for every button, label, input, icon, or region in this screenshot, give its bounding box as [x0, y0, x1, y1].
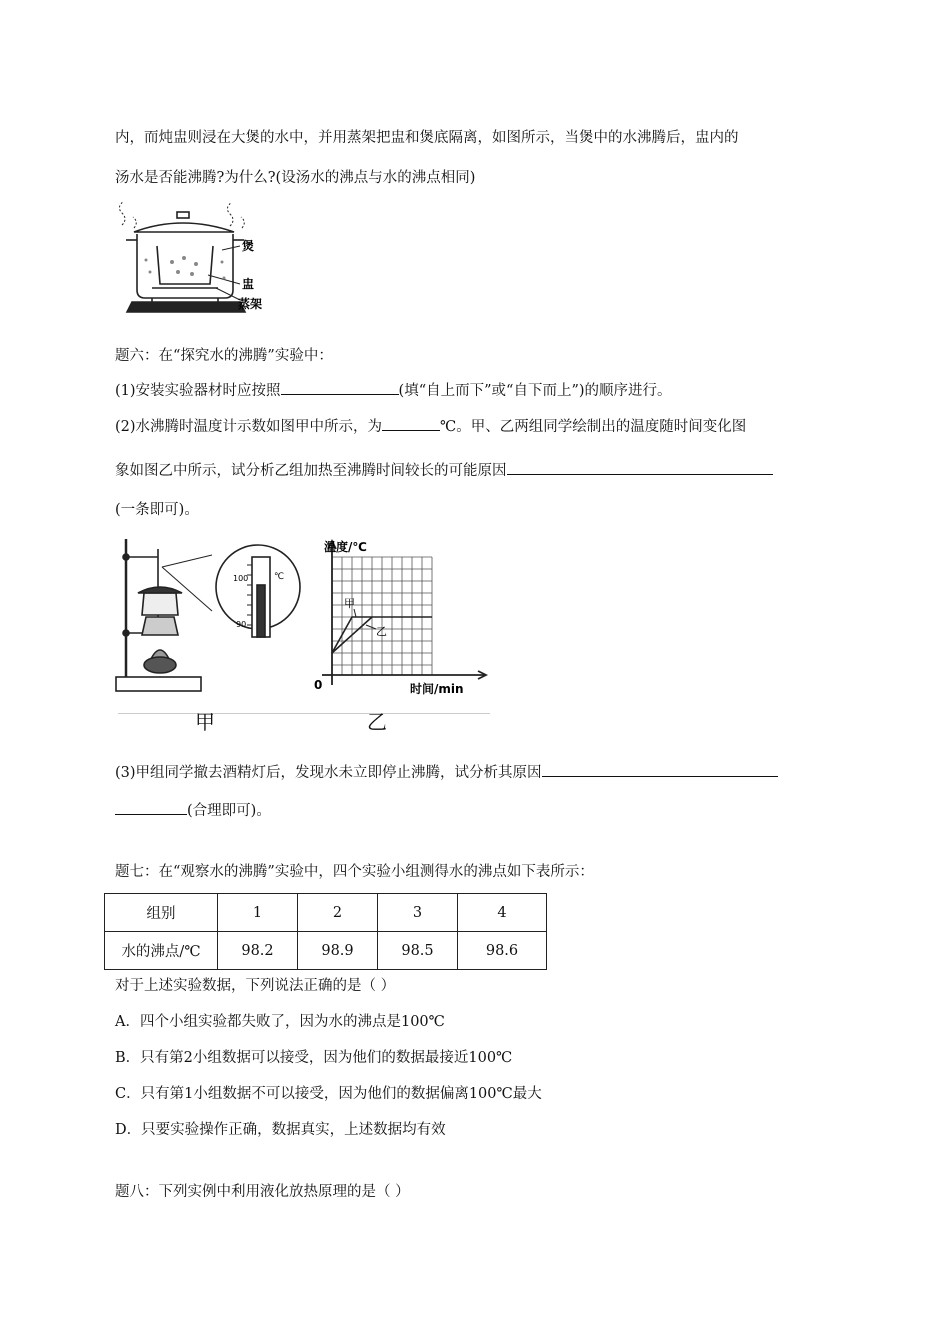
thermo-scale-90: 90 — [236, 620, 247, 629]
y-axis-label: 温度/℃ — [324, 540, 367, 554]
option-a[interactable]: A．四个小组实验都失败了，因为水的沸点是100℃ — [115, 1014, 445, 1030]
cup-label: 盅 — [242, 277, 255, 291]
q6-part3-line2 — [115, 800, 271, 821]
q6-part3-after: (合理即可)。 — [187, 803, 271, 819]
thermo-scale-100: 100 — [233, 574, 249, 583]
boiling-point-table — [104, 893, 547, 970]
table-cell: 4 — [458, 894, 547, 932]
q6-part1-before: (1)安装实验器材时应按照 — [115, 383, 281, 399]
table-cell: 水的沸点/℃ — [105, 932, 218, 970]
q5-line1: 内，而炖盅则浸在大煲的水中，并用蒸架把盅和煲底隔离，如图所示，当煲中的水沸腾后，盅内的 — [115, 130, 739, 146]
q6-part2-line2-text: 象如图乙中所示，试分析乙组加热至沸腾时间较长的可能原因 — [115, 463, 507, 479]
pot-label: 煲 — [242, 239, 255, 253]
answer-blank-5[interactable] — [115, 800, 187, 815]
table-cell: 98.2 — [218, 932, 298, 970]
q6-part2-after: ℃。甲、乙两组同学绘制出的温度随时间变化图 — [440, 419, 747, 435]
q5-line2: 汤水是否能沸腾?为什么?(设汤水的沸点与水的沸点相同) — [115, 170, 476, 186]
q6-part3 — [115, 762, 778, 783]
answer-blank-3[interactable] — [507, 460, 773, 475]
q6-part3-before: (3)甲组同学撤去酒精灯后，发现水未立即停止沸腾，试分析其原因 — [115, 765, 542, 781]
table-cell: 1 — [218, 894, 298, 932]
answer-blank-2[interactable] — [382, 416, 440, 431]
caption-yi: 乙 — [367, 710, 387, 734]
thermo-unit: ℃ — [274, 572, 285, 582]
table-cell: 98.9 — [298, 932, 378, 970]
q6-part1-after: (填“自上而下”或“自下而上”)的顺序进行。 — [398, 383, 672, 399]
q6-part2-line3: (一条即可)。 — [115, 502, 199, 518]
option-b[interactable]: B．只有第2小组数据可以接受，因为他们的数据最接近100℃ — [115, 1050, 513, 1066]
q7-title: 题七：在“观察水的沸腾”实验中，四个实验小组测得水的沸点如下表所示： — [115, 864, 594, 880]
rack-label: 蒸架 — [238, 297, 263, 311]
series-jia-label: 甲 — [344, 597, 355, 610]
q6-part1 — [115, 380, 672, 401]
option-d[interactable]: D．只要实验操作正确，数据真实，上述数据均有效 — [115, 1122, 446, 1138]
table-row — [105, 932, 547, 970]
figure-divider — [118, 713, 490, 714]
answer-blank-4[interactable] — [542, 762, 778, 777]
x-axis-label: 时间/min — [410, 682, 464, 696]
q6-part2-line2 — [115, 460, 773, 481]
temperature-graph — [306, 535, 496, 705]
table-cell: 组别 — [105, 894, 218, 932]
q6-part2 — [115, 416, 746, 437]
table-cell: 98.5 — [378, 932, 458, 970]
table-cell: 2 — [298, 894, 378, 932]
q6-part2-before: (2)水沸腾时温度计示数如图甲中所示，为 — [115, 419, 383, 435]
table-row — [105, 894, 547, 932]
table-cell: 3 — [378, 894, 458, 932]
table-cell: 98.6 — [458, 932, 547, 970]
q7-question: 对于上述实验数据，下列说法正确的是（ ） — [115, 978, 396, 994]
q6-title: 题六：在“探究水的沸腾”实验中： — [115, 348, 333, 364]
q8-title: 题八：下列实例中利用液化放热原理的是（ ） — [115, 1184, 410, 1200]
pot-figure — [112, 200, 277, 320]
caption-jia: 甲 — [195, 710, 215, 734]
option-c[interactable]: C．只有第1小组数据不可以接受，因为他们的数据偏离100℃最大 — [115, 1086, 542, 1102]
series-yi-label: 乙 — [376, 625, 387, 638]
origin-label: 0 — [314, 678, 323, 692]
apparatus-figure — [112, 535, 312, 705]
answer-blank-1[interactable] — [281, 380, 399, 395]
